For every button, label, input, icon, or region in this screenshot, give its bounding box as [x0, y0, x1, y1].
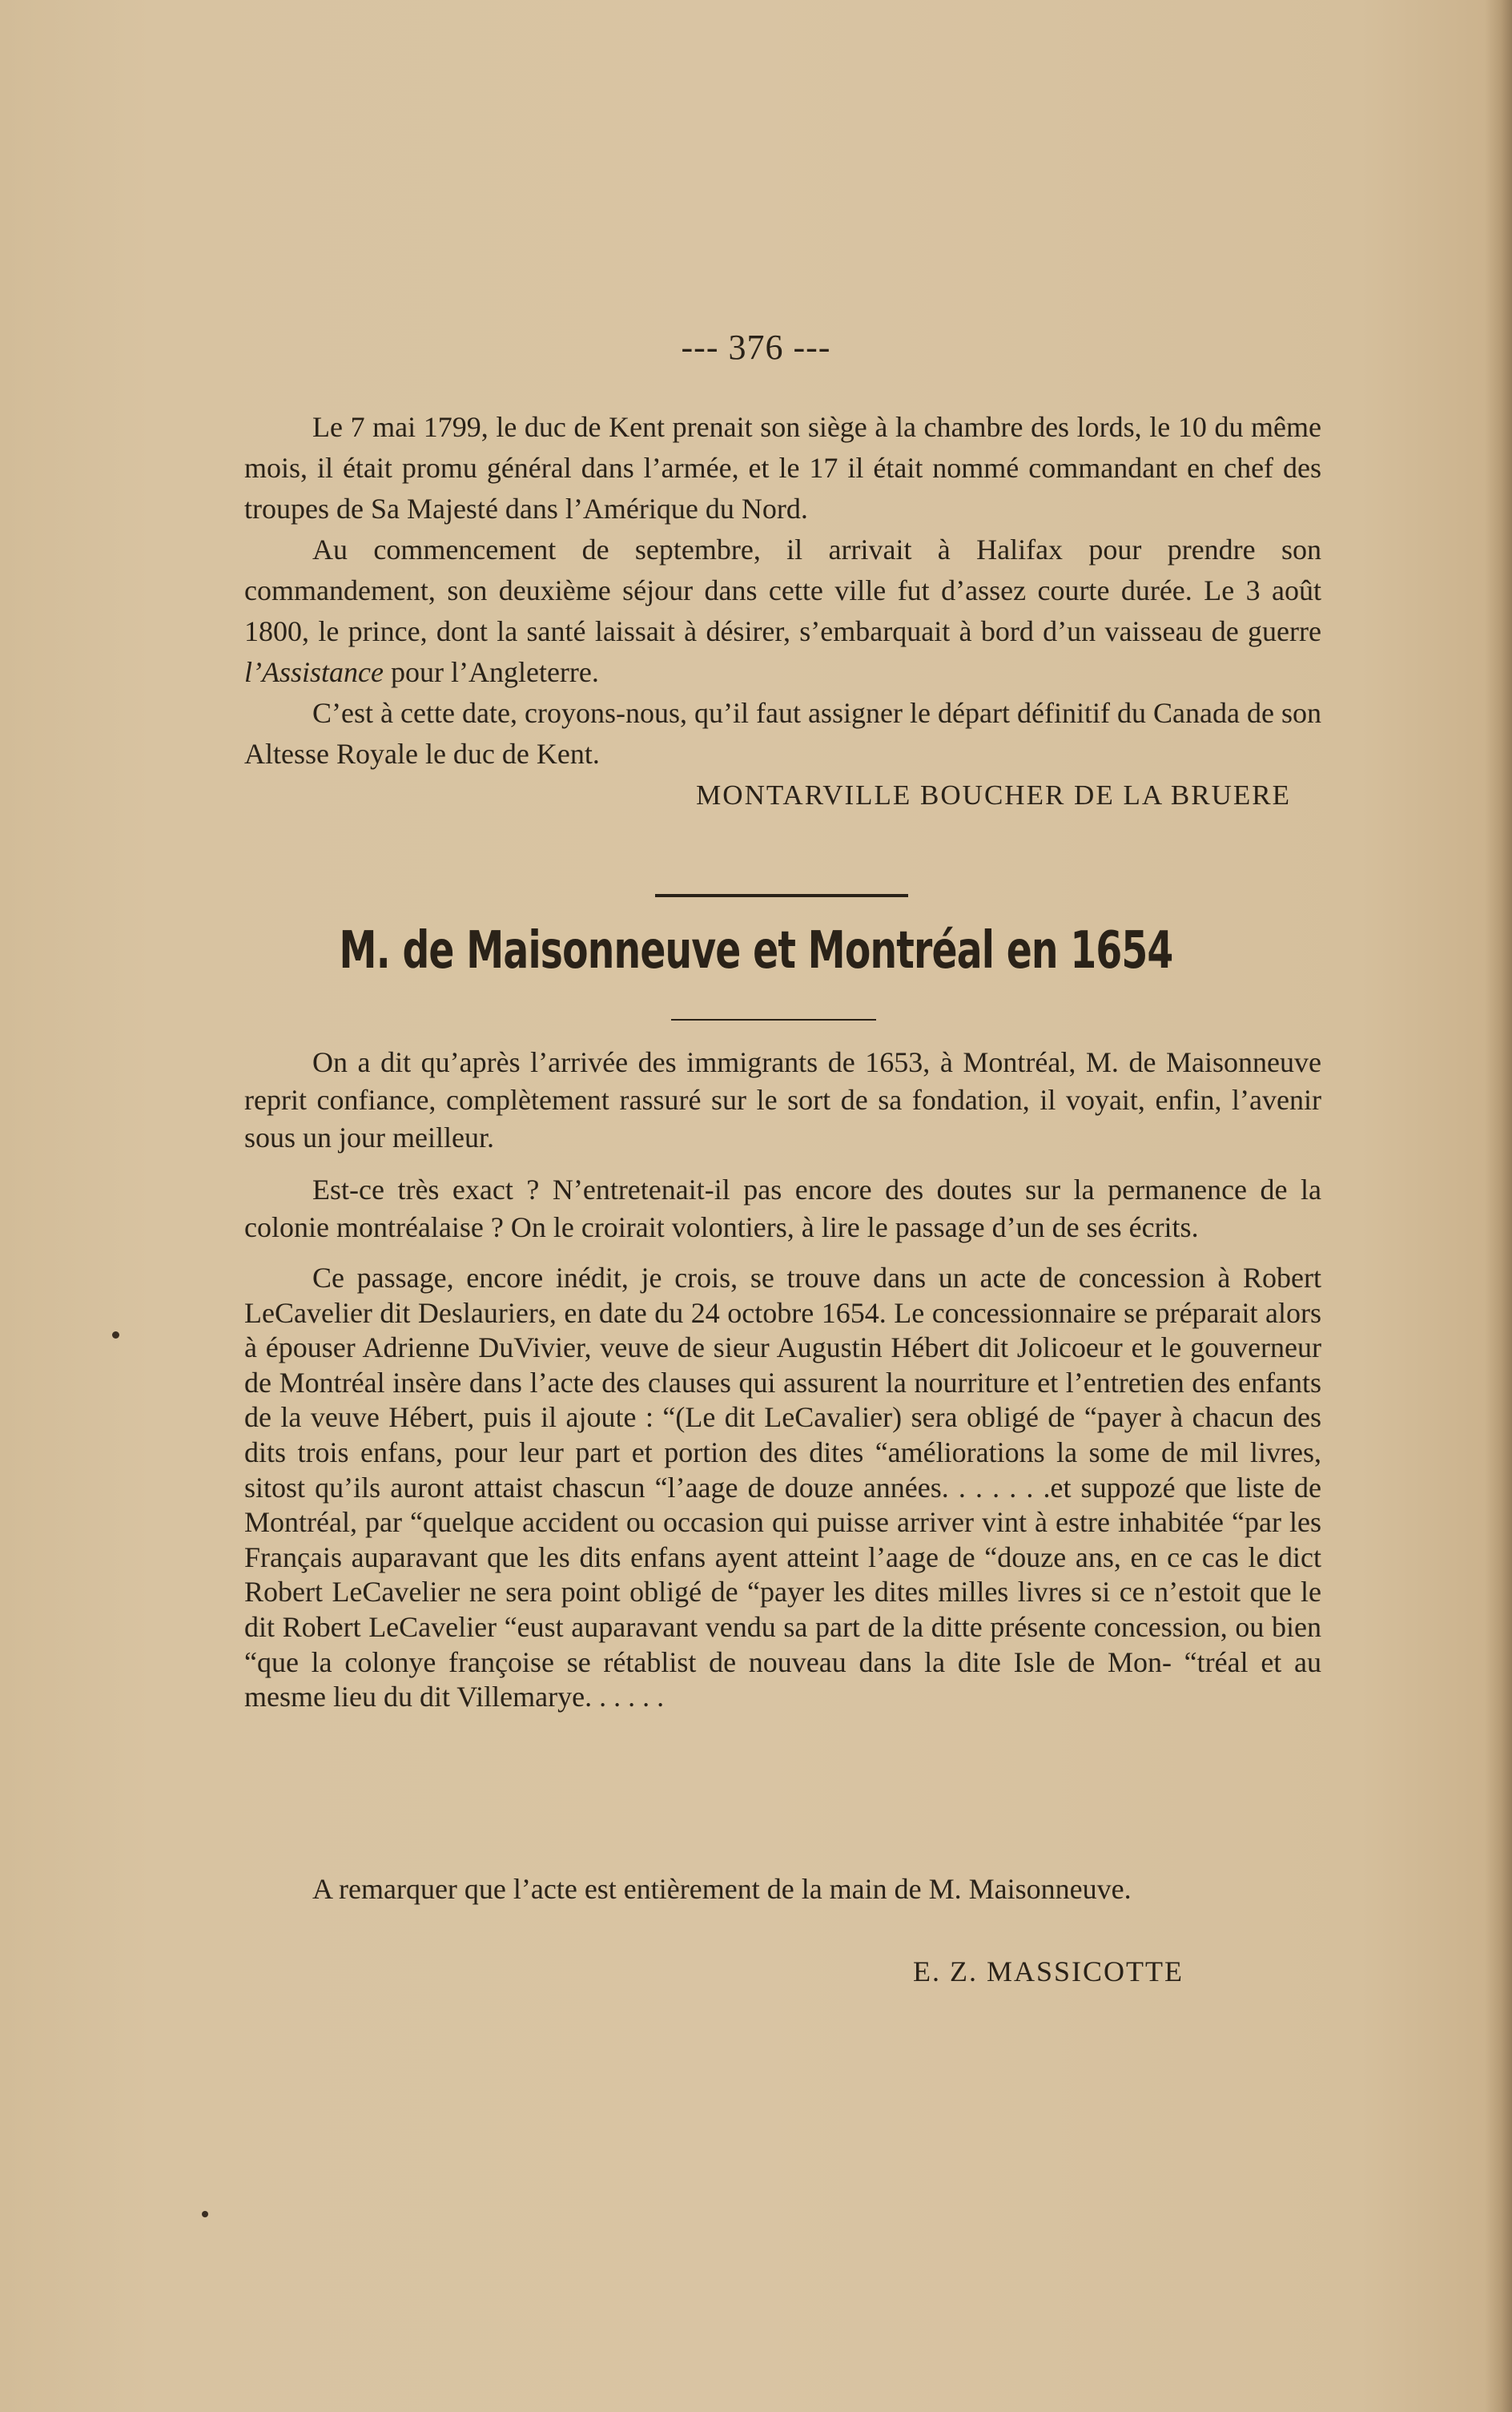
paragraph: On a dit qu’après l’arrivée des immigrants de 1653, à Montréal, M. de Maisonneuve reprit confiance, complètement rassuré sur le sort de sa fondation, il voyait, enfin, l’avenir sous un jour meilleur. [244, 1046, 1321, 1154]
page-number: --- 376 --- [681, 328, 831, 367]
paragraph-tail: pour l’Angleterre. [383, 656, 599, 688]
paragraph: Le 7 mai 1799, le duc de Kent prenait son siège à la chambre des lords, le 10 du même mois, il était promu général dans l’armée, et le 17 il était nommé commandant en chef des troupes de Sa Majesté dans l’Amérique du Nord. [244, 411, 1321, 525]
paragraph: A remarquer que l’acte est entièrement de la main de M. Maisonneuve. [312, 1873, 1132, 1905]
paragraph: Est-ce très exact ? N’entretenait-il pas encore des doutes sur la permanence de la colonie montréalaise ? On le croirait volontiers, à lire le passage d’un de ses écrits. [244, 1174, 1321, 1243]
paper-speck [202, 2211, 208, 2217]
quoted-deed [244, 1261, 1321, 1715]
title-underline [671, 1019, 876, 1021]
paragraph-text: Au commencement de septembre, il arrivait à Halifax pour prendre son commandement, son deuxième séjour dans cette ville fut d’assez courte durée. Le 3 août 1800, le prince, dont la santé laissait à désirer, s’embarquait à bord d’un vaisseau de guerre [244, 534, 1321, 647]
paragraph [244, 530, 1321, 693]
paper-speck [112, 1331, 119, 1339]
ship-name: l’Assistance [244, 656, 384, 688]
author-signature: MONTARVILLE BOUCHER DE LA BRUERE [696, 779, 1291, 811]
article-body [244, 1044, 1321, 1729]
article-title: M. de Maisonneuve et Montréal en 1654 [339, 921, 1173, 981]
author-signature: E. Z. MASSICOTTE [913, 1955, 1184, 1987]
kent-section [244, 407, 1321, 815]
section-divider [655, 894, 908, 897]
paragraph: C’est à cette date, croyons-nous, qu’il faut assigner le départ définitif du Canada de son Altesse Royale le duc de Kent. [244, 697, 1321, 770]
paragraph: Ce passage, encore inédit, je crois, se trouve dans un acte de concession à Robert LeCavelier dit Deslauriers, en date du 24 octobre 1654. Le concessionnaire se préparait alors à épouser Adrienne DuVivier, veuve de sieur Augustin Hébert dit Jolicoeur et le gouverneur de Montréal insère dans l’acte des clauses qui assurent la nourriture et l’entretien des enfants de la veuve Hébert, puis il ajoute : “(Le dit LeCavalier) sera obligé de “payer à chacun des dits trois enfans, pour leur part et portion des dites “améliorations la some de mil livres, sitost qu’ils auront attaist chascun “l’aage de douze années. . . . . . .et suppozé que liste de Montréal, par “quelque accident ou occasion qui puisse arriver vint à estre inhabitée “par les Français auparavant que les dits enfans ayent atteint l’aage de “douze ans, en ce cas le dict Robert LeCavelier ne sera point obligé de “payer les dites milles livres si ce n’estoit que le dit Robert LeCavelier “eust auparavant vendu sa part de la ditte présente concession, ou bien “que la colonye françoise se rétablist de nouveau dans la dite Isle de Mon- “tréal et au mesme lieu du dit Villemarye. . . . . . [244, 1262, 1321, 1713]
article-conclusion [244, 1869, 1321, 1910]
